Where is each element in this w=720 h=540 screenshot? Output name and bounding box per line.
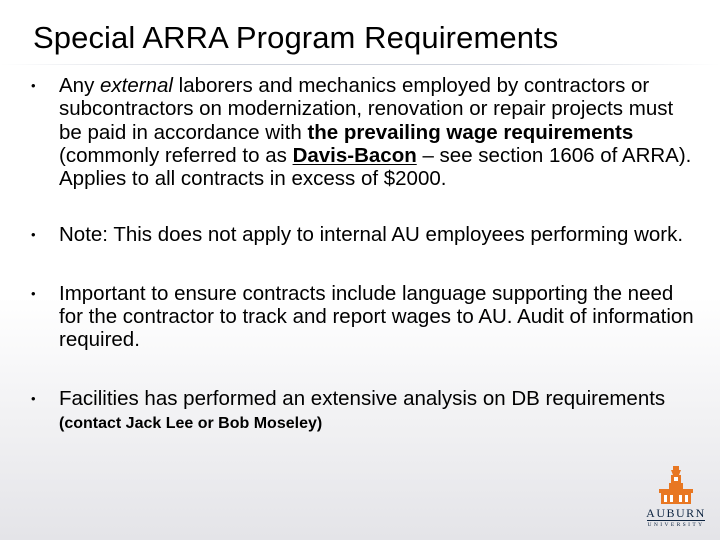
bullet-marker: •: [31, 285, 36, 301]
text-run: – see section 1606 of ARRA). Applies to all contracts in excess of $2000.: [59, 143, 692, 191]
auburn-logo: [641, 466, 711, 532]
bullet-text: [59, 387, 665, 433]
logo-divider: [647, 520, 705, 521]
text-run: (commonly referred to as: [59, 143, 293, 167]
italic-text: external: [100, 74, 173, 97]
bullet-marker: •: [31, 227, 36, 243]
bullet-item: [30, 74, 700, 190]
text-run: laborers and mechanics employed by contractors or subcontractors on modernization, renovation or repair projects must be paid in accordance with: [59, 74, 674, 144]
logo-subtitle: UNIVERSITY: [647, 522, 705, 528]
title-divider: [0, 64, 720, 65]
contact-note: (contact Jack Lee or Bob Moseley): [59, 414, 323, 432]
slide-title: Special ARRA Program Requirements: [33, 20, 559, 55]
underlined-text: Davis-Bacon: [292, 143, 417, 167]
bullet-marker: •: [31, 78, 36, 93]
bullet-text: Note: This does not apply to internal AU employees performing work.: [59, 223, 684, 247]
text-run: Any: [59, 74, 101, 97]
bullet-item: [30, 387, 700, 436]
tower-icon: [641, 466, 711, 506]
text-run: Facilities has performed an extensive analysis on DB requirements: [59, 386, 666, 410]
bullet-text: [59, 74, 691, 190]
bullet-marker: •: [31, 390, 36, 406]
bullet-item: [30, 282, 700, 352]
bullet-text: Important to ensure contracts include language supporting the need for the contractor to track and report wages to AU. Audit of information required.: [59, 281, 694, 352]
logo-wordmark: AUBURN: [646, 506, 706, 520]
bullet-list: [30, 74, 700, 435]
bullet-item: [30, 223, 700, 246]
bold-text: the prevailing wage requirements: [307, 120, 634, 144]
